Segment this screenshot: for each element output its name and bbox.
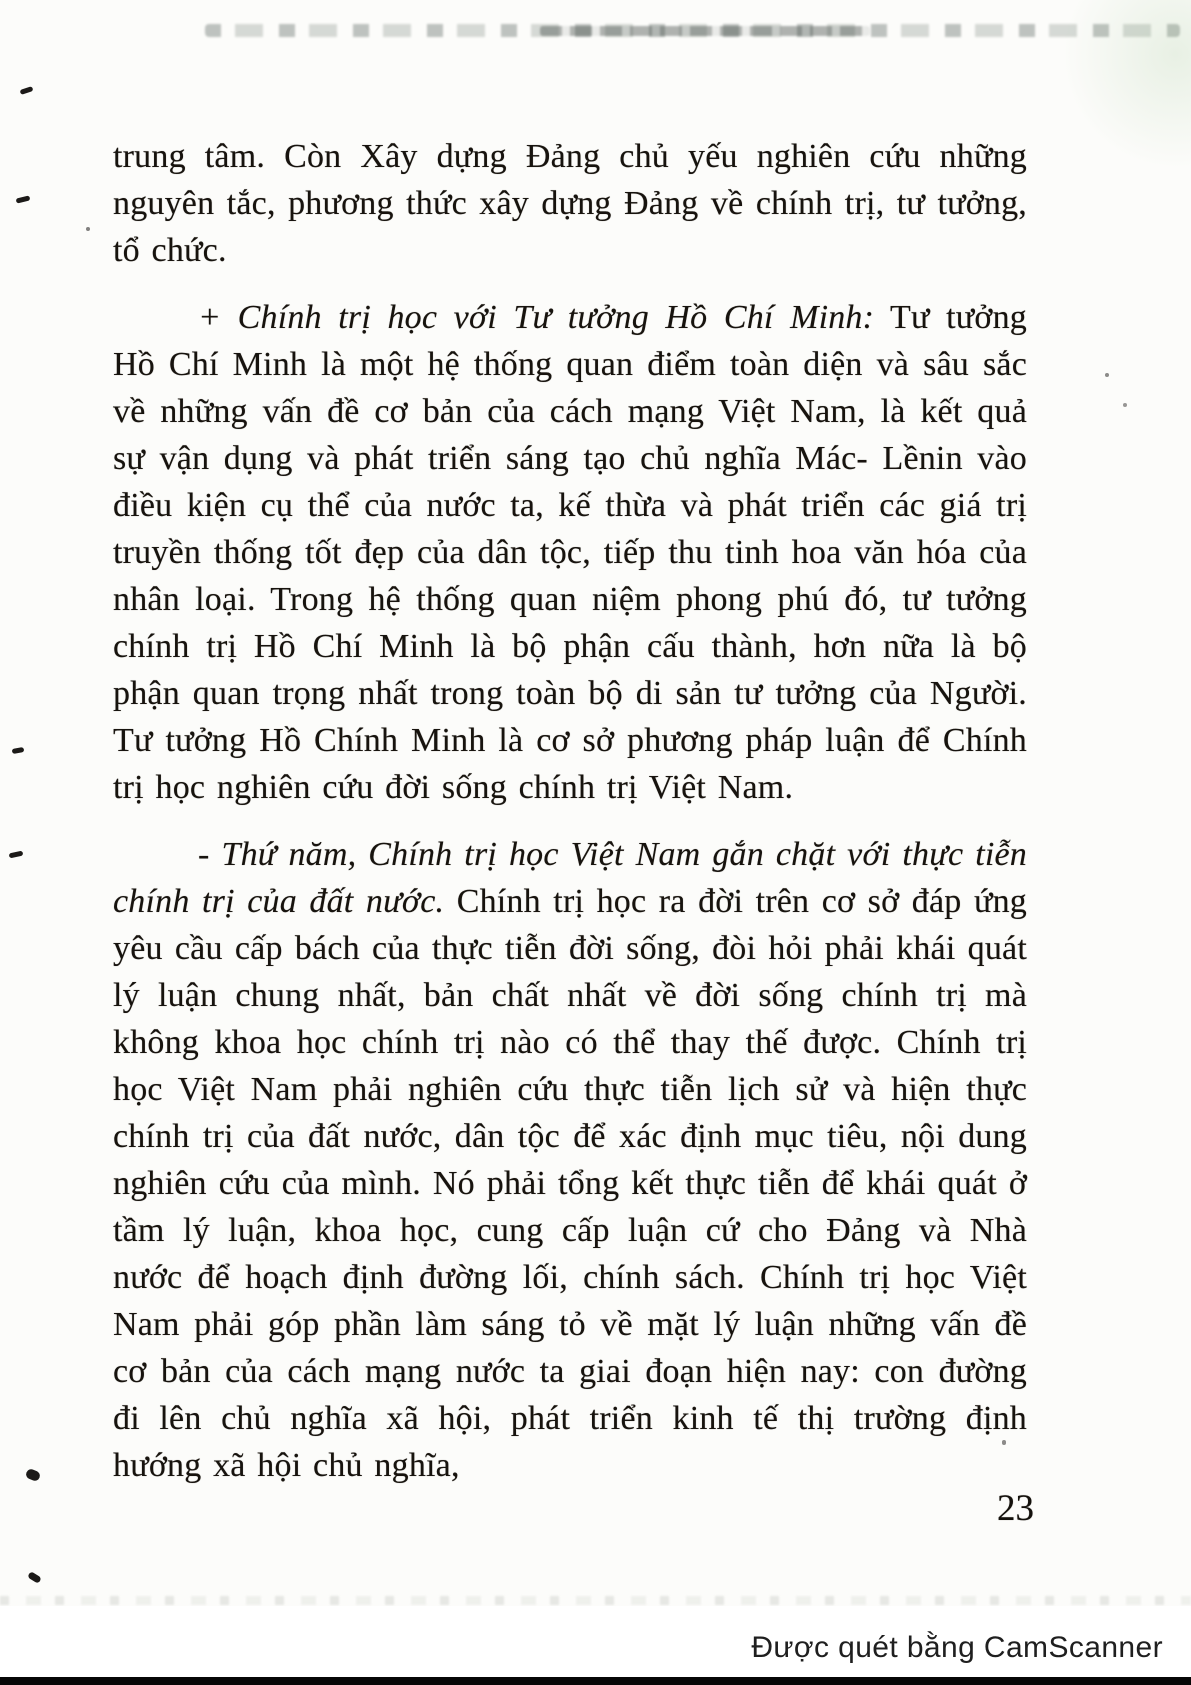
paragraph-3 <box>113 831 1027 1489</box>
scan-speck <box>86 227 90 231</box>
scan-speck <box>16 195 31 203</box>
paragraph-3-text: Chính trị học ra đời trên cơ sở đáp ứng yêu cầu cấp bách của thực tiễn đời sống, đòi hỏi phải khái quát lý luận chung nhất, bản chất nhất về đời sống chính trị mà không khoa học chính trị nào có thể thay thế được. Chính trị học Việt Nam phải nghiên cứu thực tiễn lịch sử và hiện thực chính trị của đất nước, dân tộc để xác định mục tiêu, nội dung nghiên cứu của mình. Nó phải tổng kết thực tiễn để khái quát ở tầm lý luận, khoa học, cung cấp luận cứ cho Đảng và Nhà nước để hoạch định đường lối, chính sách. Chính trị học Việt Nam phải góp phần làm sáng tỏ về mặt lý luận những vấn đề cơ bản của cách mạng nước ta giai đoạn hiện nay: con đường đi lên chủ nghĩa xã hội, phát triển kinh tế thị trường định hướng xã hội chủ nghĩa, <box>113 883 1027 1484</box>
bottom-black-bar <box>0 1677 1191 1685</box>
paragraph-1-text: trung tâm. Còn Xây dựng Đảng chủ yếu nghiên cứu những nguyên tắc, phương thức xây dựng Đảng về chính trị, tư tưởng, tổ chức. <box>113 138 1027 269</box>
paragraph-2-lead-italic: + Chính trị học với Tư tưởng Hồ Chí Minh: <box>198 299 875 336</box>
scan-speck <box>12 747 25 754</box>
paragraph-1 <box>113 133 1027 274</box>
scan-edge-artifact-top-dense <box>540 26 870 36</box>
scan-speck <box>1105 373 1109 377</box>
camscanner-watermark: Được quét bằng CamScanner <box>751 1631 1163 1664</box>
scan-speck <box>9 851 24 859</box>
paragraph-2 <box>113 294 1027 811</box>
paragraph-2-text: Tư tưởng Hồ Chí Minh là một hệ thống quan điểm toàn diện và sâu sắc về những vấn đề cơ bản của cách mạng Việt Nam, là kết quả sự vận dụng và phát triển sáng tạo chủ nghĩa Mác- Lềnin vào điều kiện cụ thể của nước ta, kế thừa và phát triển các giá trị truyền thống tốt đẹp của dân tộc, tiếp thu tinh hoa văn hóa của nhân loại. Trong hệ thống quan niệm phong phú đó, tư tưởng chính trị Hồ Chí Minh là bộ phận cấu thành, hơn nữa là bộ phận quan trọng nhất trong toàn bộ di sản tư tưởng của Người. Tư tưởng Hồ Chính Minh là cơ sở phương pháp luận để Chính trị học nghiên cứu đời sống chính trị Việt Nam. <box>113 299 1027 806</box>
scan-speck <box>20 86 34 95</box>
scan-corner-tint <box>1061 0 1191 170</box>
scan-speck <box>25 1468 42 1483</box>
scan-speck <box>27 1571 42 1584</box>
page-body-text <box>113 133 1027 1509</box>
scan-edge-artifact-bottom <box>0 1596 1191 1605</box>
page-number: 23 <box>997 1488 1034 1529</box>
scan-speck <box>1123 403 1127 407</box>
paragraph-3-lead-italic: - Thứ năm, Chính trị học Việt Nam gắn chặt với thực tiễn chính trị của đất nước. <box>113 836 1027 920</box>
